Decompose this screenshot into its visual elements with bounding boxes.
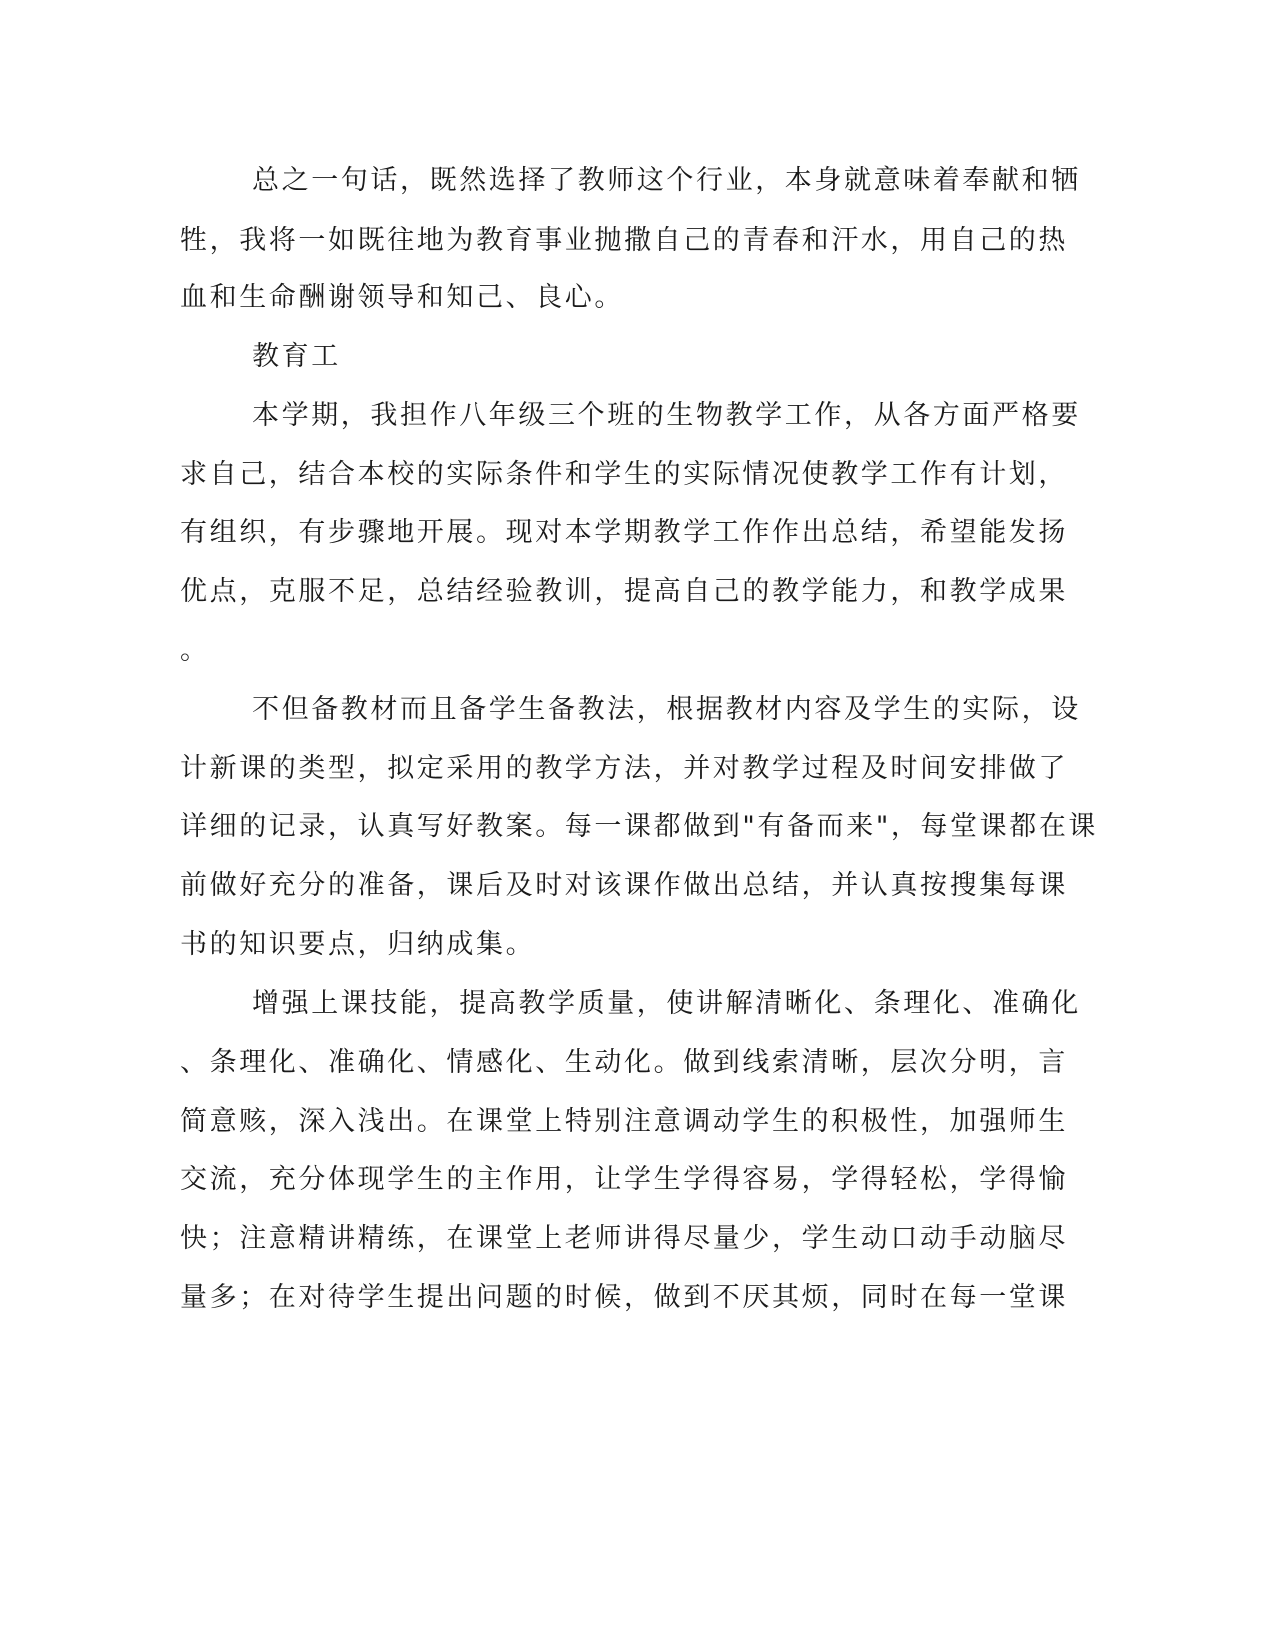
paragraph-preparation-line-4: 前做好充分的准备，课后及时对该课作做出总结，并认真按搜集每课 xyxy=(180,870,1068,901)
paragraph-teaching-line-1: 增强上课技能，提高教学质量，使讲解清晰化、条理化、准确化 xyxy=(252,988,1081,1019)
paragraph-closing-line-1: 总之一句话，既然选择了教师这个行业，本身就意味着奉献和牺 xyxy=(252,165,1081,196)
section-heading: 教育工 xyxy=(252,341,341,372)
paragraph-intro-line-5: 。 xyxy=(180,635,210,666)
paragraph-preparation-line-1: 不但备教材而且备学生备教法，根据教材内容及学生的实际，设 xyxy=(252,694,1081,725)
paragraph-intro-line-3: 有组织，有步骤地开展。现对本学期教学工作作出总结，希望能发扬 xyxy=(180,517,1068,548)
paragraph-teaching-line-6: 量多；在对待学生提出问题的时候，做到不厌其烦，同时在每一堂课 xyxy=(180,1282,1068,1313)
paragraph-intro-line-4: 优点，克服不足，总结经验教训，提高自己的教学能力，和教学成果 xyxy=(180,576,1068,607)
paragraph-teaching-line-4: 交流，充分体现学生的主作用，让学生学得容易，学得轻松，学得愉 xyxy=(180,1164,1068,1195)
paragraph-preparation-line-2: 计新课的类型，拟定采用的教学方法，并对教学过程及时间安排做了 xyxy=(180,753,1068,784)
paragraph-preparation-line-3: 详细的记录，认真写好教案。每一课都做到"有备而来"，每堂课都在课 xyxy=(180,811,1099,842)
paragraph-closing-line-3: 血和生命酬谢领导和知己、良心。 xyxy=(180,282,624,313)
paragraph-intro-line-1: 本学期，我担作八年级三个班的生物教学工作，从各方面严格要 xyxy=(252,400,1081,431)
paragraph-teaching-line-5: 快；注意精讲精练，在课堂上老师讲得尽量少，学生动口动手动脑尽 xyxy=(180,1223,1068,1254)
paragraph-teaching-line-2: 、条理化、准确化、情感化、生动化。做到线索清晰，层次分明，言 xyxy=(180,1047,1068,1078)
paragraph-intro-line-2: 求自己，结合本校的实际条件和学生的实际情况使教学工作有计划， xyxy=(180,459,1068,490)
paragraph-teaching-line-3: 简意赅，深入浅出。在课堂上特别注意调动学生的积极性，加强师生 xyxy=(180,1106,1068,1137)
paragraph-preparation-line-5: 书的知识要点，归纳成集。 xyxy=(180,929,536,960)
paragraph-closing-line-2: 牲，我将一如既往地为教育事业抛撒自己的青春和汗水，用自己的热 xyxy=(180,225,1068,256)
